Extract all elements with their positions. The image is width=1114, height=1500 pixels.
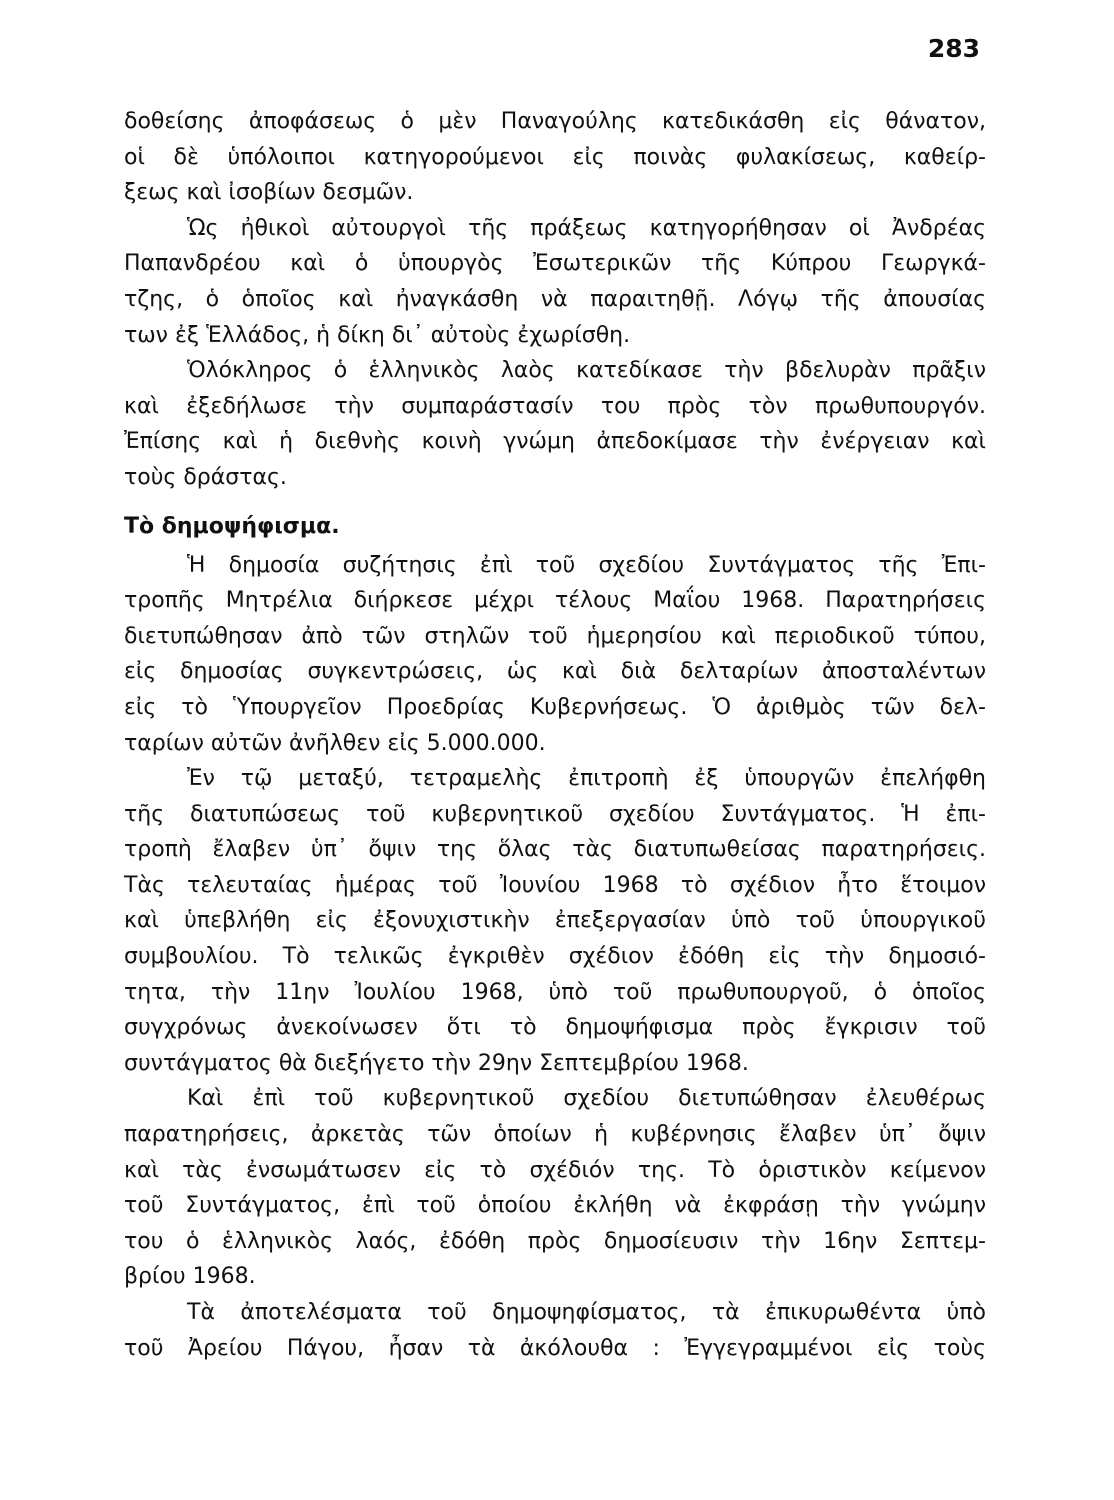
text-line: τροπῆς Μητρέλια διήρκεσε μέχρι τέλους Μαΐου 1968. Παρατηρήσεις	[124, 588, 986, 614]
text-line: οἱ δὲ ὑπόλοιποι κατηγορούμενοι εἰς ποινὰς φυλακίσεως, καθείρ-	[124, 144, 986, 170]
text-line: τοὺς δράστας.	[124, 464, 287, 490]
text-line: Καὶ ἐπὶ τοῦ κυβερνητικοῦ σχεδίου διετυπώθησαν ἐλευθέρως	[187, 1086, 986, 1112]
paragraph	[124, 1295, 986, 1366]
text-line: παρατηρήσεις, ἀρκετὰς τῶν ὁποίων ἡ κυβέρνησις ἔλαβεν ὑπ᾽ ὄψιν	[124, 1122, 986, 1148]
section-heading: Τὸ δημοψήφισμα.	[124, 513, 340, 539]
paragraph	[124, 548, 986, 762]
text-line: τζης, ὁ ὁποῖος καὶ ἠναγκάσθη νὰ παραιτηθῇ. Λόγῳ τῆς ἀπουσίας	[124, 286, 986, 312]
text-line: ταρίων αὐτῶν ἀνῆλθεν εἰς 5.000.000.	[124, 730, 546, 756]
paragraph	[124, 761, 986, 1081]
section-gap	[124, 496, 986, 510]
paragraph	[124, 353, 986, 495]
text-line: τροπὴ ἔλαβεν ὑπ᾽ ὄψιν της ὅλας τὰς διατυπωθείσας παρατηρήσεις.	[124, 837, 986, 863]
text-line: Ἡ δημοσία συζήτησις ἐπὶ τοῦ σχεδίου Συντάγματος τῆς Ἐπι-	[187, 552, 986, 578]
text-line: δοθείσης ἀποφάσεως ὁ μὲν Παναγούλης κατεδικάσθη εἰς θάνατον,	[124, 109, 986, 134]
text-line: τητα, τὴν 11ην Ἰουλίου 1968, ὑπὸ τοῦ πρωθυπουργοῦ, ὁ ὁποῖος	[124, 979, 986, 1005]
paragraph	[124, 211, 986, 353]
text-line: Ἐν τῷ μεταξύ, τετραμελὴς ἐπιτροπὴ ἐξ ὑπουργῶν ἐπελήφθη	[187, 766, 986, 792]
text-line: τοῦ Συντάγματος, ἐπὶ τοῦ ὁποίου ἐκλήθη νὰ ἐκφράσῃ τὴν γνώμην	[124, 1193, 986, 1219]
text-line: καὶ τὰς ἐνσωμάτωσεν εἰς τὸ σχέδιόν της. Τὸ ὁριστικὸν κείμενον	[124, 1157, 986, 1183]
text-line: καὶ ἐξεδήλωσε τὴν συμπαράστασίν του πρὸς τὸν πρωθυπουργόν.	[124, 393, 986, 419]
section-paragraphs	[124, 548, 986, 1367]
text-line: τοῦ Ἀρείου Πάγου, ἦσαν τὰ ἀκόλουθα : Ἐγγεγραμμένοι εἰς τοὺς	[124, 1335, 986, 1361]
text-line: Ἐπίσης καὶ ἡ διεθνὴς κοινὴ γνώμη ἀπεδοκίμασε τὴν ἐνέργειαν καὶ	[124, 429, 986, 455]
text-line: διετυπώθησαν ἀπὸ τῶν στηλῶν τοῦ ἡμερησίου καὶ περιοδικοῦ τύπου,	[124, 623, 986, 649]
paragraph	[124, 104, 986, 211]
text-line: του ὁ ἑλληνικὸς λαός, ἐδόθη πρὸς δημοσίευσιν τὴν 16ην Σεπτεμ-	[124, 1228, 986, 1254]
text-line: συγχρόνως ἀνεκοίνωσεν ὅτι τὸ δημοψήφισμα πρὸς ἔγκρισιν τοῦ	[124, 1015, 986, 1041]
text-line: βρίου 1968.	[124, 1264, 256, 1290]
body-text	[124, 104, 986, 1366]
text-line: ξεως καὶ ἰσοβίων δεσμῶν.	[124, 180, 414, 206]
text-line: συμβουλίου. Τὸ τελικῶς ἐγκριθὲν σχέδιον ἐδόθη εἰς τὴν δημοσιό-	[124, 944, 986, 970]
text-line: Τὰς τελευταίας ἡμέρας τοῦ Ἰουνίου 1968 τὸ σχέδιον ἦτο ἕτοιμον	[124, 872, 986, 898]
text-line: συντάγματος θὰ διεξήγετο τὴν 29ην Σεπτεμβρίου 1968.	[124, 1050, 749, 1076]
text-line: των ἐξ Ἑλλάδος, ἡ δίκη δι᾽ αὐτοὺς ἐχωρίσθη.	[124, 322, 631, 348]
text-line: Τὰ ἀποτελέσματα τοῦ δημοψηφίσματος, τὰ ἐπικυρωθέντα ὑπὸ	[187, 1300, 986, 1325]
text-line: Ὁλόκληρος ὁ ἑλληνικὸς λαὸς κατεδίκασε τὴν βδελυρὰν πρᾶξιν	[187, 358, 986, 384]
text-line: Παπανδρέου καὶ ὁ ὑπουργὸς Ἐσωτερικῶν τῆς Κύπρου Γεωργκά-	[124, 251, 986, 277]
text-line: εἰς δημοσίας συγκεντρώσεις, ὡς καὶ διὰ δελταρίων ἀποσταλέντων	[124, 659, 986, 685]
paragraph	[124, 1081, 986, 1295]
text-line: Ὡς ἠθικοὶ αὐτουργοὶ τῆς πράξεως κατηγορήθησαν οἱ Ἀνδρέας	[187, 215, 986, 241]
text-line: τῆς διατυπώσεως τοῦ κυβερνητικοῦ σχεδίου Συντάγματος. Ἡ ἐπι-	[124, 801, 986, 827]
text-line: καὶ ὑπεβλήθη εἰς ἐξονυχιστικὴν ἐπεξεργασίαν ὑπὸ τοῦ ὑπουργικοῦ	[124, 908, 986, 934]
opening-paragraphs	[124, 104, 986, 496]
page-number: 283	[927, 34, 980, 63]
text-line: εἰς τὸ Ὑπουργεῖον Προεδρίας Κυβερνήσεως. Ὁ ἀριθμὸς τῶν δελ-	[124, 694, 986, 720]
